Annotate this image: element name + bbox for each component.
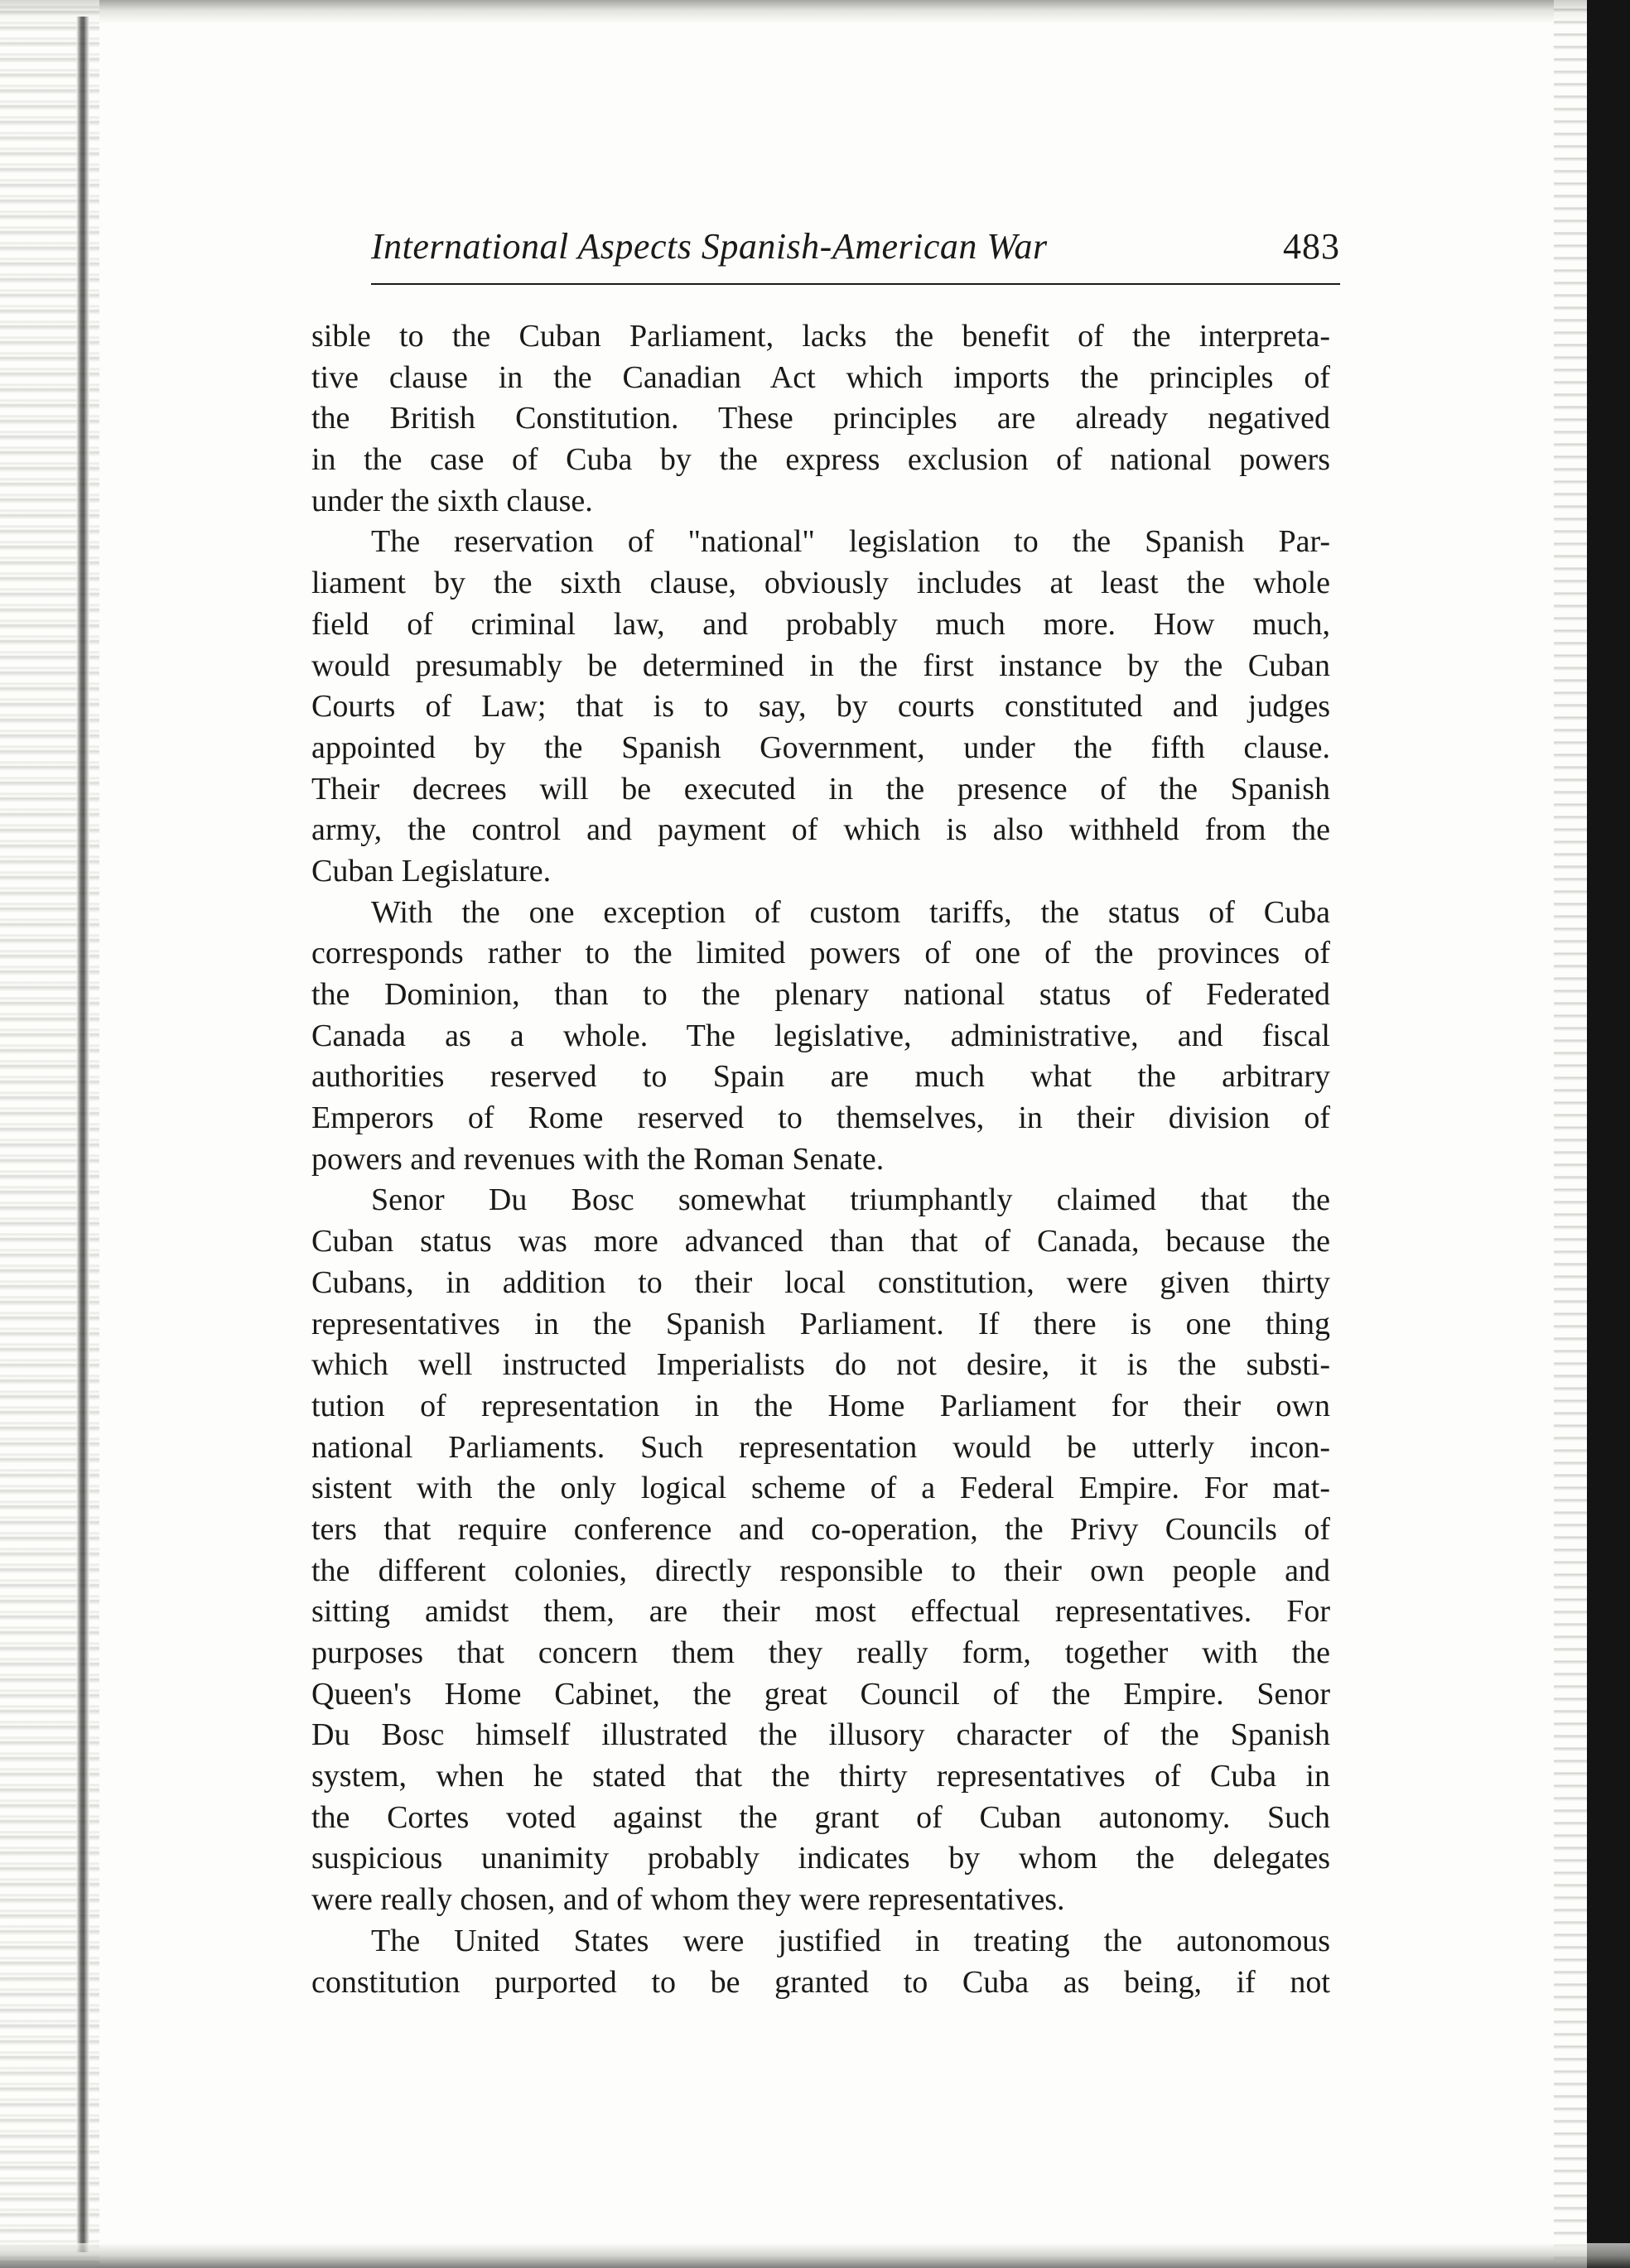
body-text — [311, 316, 1330, 2003]
text-line: Cuban Legislature. — [311, 853, 552, 888]
text-line: appointed by the Spanish Government, under the fifth clause. — [311, 730, 1330, 765]
paragraph — [311, 522, 1330, 892]
text-line: Their decrees will be executed in the presence of the Spanish — [311, 771, 1330, 807]
text-line: constitution purported to be granted to Cuba as being, if not — [311, 1964, 1330, 2000]
text-line: were really chosen, and of whom they were representatives. — [311, 1882, 1065, 1918]
text-line: powers and revenues with the Roman Senate. — [311, 1141, 885, 1177]
text-line: The United States were justified in treating the autonomous — [371, 1923, 1330, 1958]
text-line: the British Constitution. These principles are already negatived — [311, 401, 1330, 436]
text-line: Courts of Law; that is to say, by courts constituted and judges — [311, 689, 1330, 725]
text-line: national Parliaments. Such representation would be utterly incon- — [311, 1429, 1330, 1465]
scan-edge-top — [0, 0, 1630, 23]
text-line: in the case of Cuba by the express exclusion of national powers — [311, 442, 1330, 478]
book-gutter-shadow — [76, 17, 89, 2252]
page-number: 483 — [1283, 226, 1340, 267]
text-line: field of criminal law, and probably much more. How much, — [311, 606, 1330, 642]
scan-edge-right-fade — [1554, 0, 1587, 2268]
text-line: tive clause in the Canadian Act which imports the principles of — [311, 359, 1330, 395]
text-line: army, the control and payment of which is also withheld from the — [311, 812, 1330, 848]
text-line: Canada as a whole. The legislative, administrative, and fiscal — [311, 1018, 1330, 1053]
text-line: representatives in the Spanish Parliament. If there is one thing — [311, 1306, 1330, 1341]
paragraph — [311, 893, 1330, 1181]
text-line: would presumably be determined in the first instance by the Cuban — [311, 648, 1330, 683]
text-line: Queen's Home Cabinet, the great Council of the Empire. Senor — [311, 1676, 1330, 1712]
paragraph — [311, 1180, 1330, 1920]
text-line: purposes that concern them they really form, together with the — [311, 1635, 1330, 1670]
text-line: Senor Du Bosc somewhat triumphantly claimed that the — [371, 1182, 1330, 1218]
header-rule — [371, 283, 1340, 285]
text-line: With the one exception of custom tariffs, the status of Cuba — [371, 894, 1330, 930]
text-line: Cuban status was more advanced than that of Canada, because the — [311, 1224, 1330, 1259]
text-line: Du Bosc himself illustrated the illusory character of the Spanish — [311, 1717, 1330, 1753]
text-line: the Cortes voted against the grant of Cuban autonomy. Such — [311, 1799, 1330, 1835]
text-line: Cubans, in addition to their local constitution, were given thirty — [311, 1264, 1330, 1300]
text-line: which well instructed Imperialists do not desire, it is the substi- — [311, 1347, 1330, 1383]
text-line: ters that require conference and co-operation, the Privy Councils of — [311, 1511, 1330, 1547]
text-line: system, when he stated that the thirty representatives of Cuba in — [311, 1759, 1330, 1794]
text-line: sible to the Cuban Parliament, lacks the benefit of the interpreta- — [311, 319, 1330, 354]
text-line: the different colonies, directly responsible to their own people and — [311, 1553, 1330, 1588]
text-line: under the sixth clause. — [311, 483, 593, 518]
text-line: liament by the sixth clause, obviously includes at least the whole — [311, 566, 1330, 601]
page-header — [371, 225, 1340, 283]
text-line: sistent with the only logical scheme of a Federal Empire. For mat- — [311, 1471, 1330, 1506]
text-line: The reservation of "national" legislation to the Spanish Par- — [371, 524, 1330, 560]
running-title: International Aspects Spanish-American War — [371, 226, 1048, 267]
text-line: suspicious unanimity probably indicates by whom the delegates — [311, 1841, 1330, 1876]
scan-edge-right — [1587, 0, 1630, 2268]
text-line: Emperors of Rome reserved to themselves, in their division of — [311, 1100, 1330, 1136]
text-line: authorities reserved to Spain are much what the arbitrary — [311, 1059, 1330, 1095]
paragraph — [311, 316, 1330, 522]
text-line: tution of representation in the Home Parliament for their own — [311, 1388, 1330, 1423]
text-line: the Dominion, than to the plenary national status of Federated — [311, 977, 1330, 1012]
scan-edge-bottom — [0, 2243, 1630, 2268]
text-line: corresponds rather to the limited powers of one of the provinces of — [311, 936, 1330, 971]
paragraph — [311, 1921, 1330, 2003]
text-line: sitting amidst them, are their most effectual representatives. For — [311, 1594, 1330, 1630]
